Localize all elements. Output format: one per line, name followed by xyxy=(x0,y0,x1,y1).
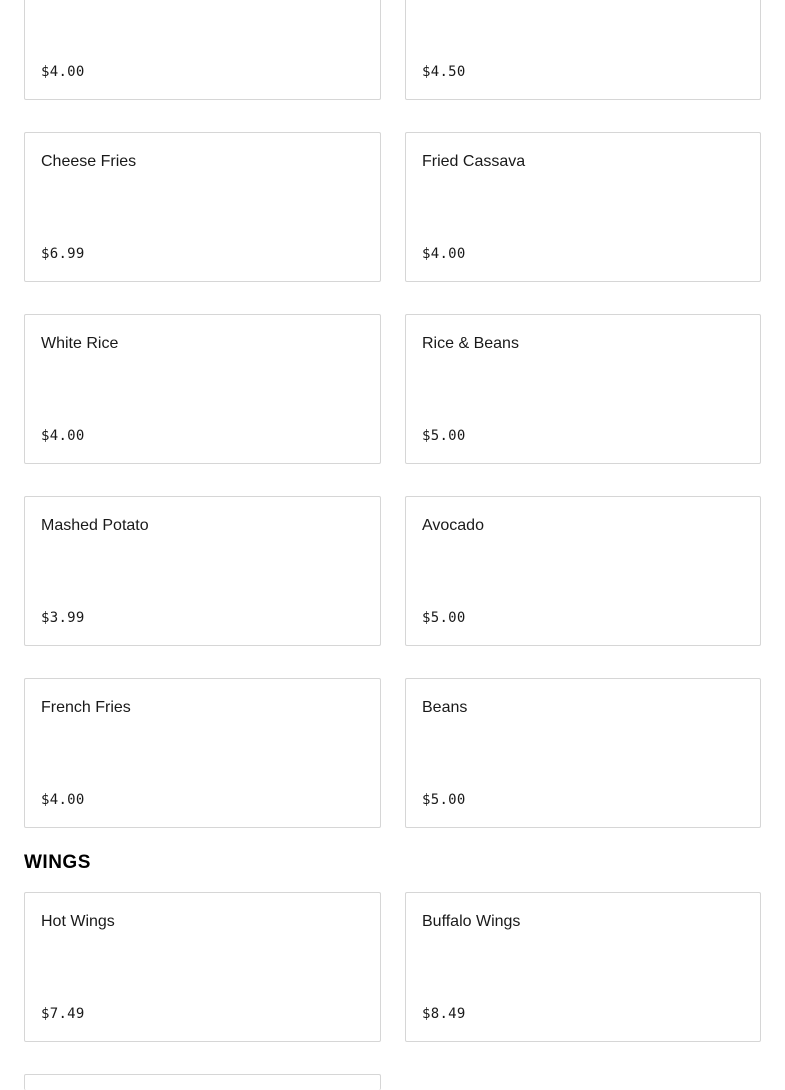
menu-item-price: $6.99 xyxy=(41,246,85,262)
menu-item-name: French Fries xyxy=(41,699,131,716)
section-title-wings: WINGS xyxy=(24,852,91,873)
menu-item-price: $4.00 xyxy=(41,792,85,808)
menu-item-card-hot-wings[interactable] xyxy=(24,892,381,1042)
menu-item-name: Fried Cassava xyxy=(422,153,526,170)
menu-item-card-buffalo-wings[interactable] xyxy=(405,892,761,1042)
menu-item-price: $5.00 xyxy=(422,792,466,808)
menu-item-card-rice-beans[interactable] xyxy=(405,314,761,464)
menu-item-price: $5.00 xyxy=(422,428,466,444)
menu-item-price: $4.50 xyxy=(422,64,466,80)
menu-item-name: Beans xyxy=(422,699,468,716)
menu-item-name: Mashed Potato xyxy=(41,517,149,534)
menu-item-name: Buffalo Wings xyxy=(422,913,521,930)
menu-item-card-cheese-fries[interactable] xyxy=(24,132,381,282)
menu-item-price: $5.00 xyxy=(422,610,466,626)
menu-item-name: Hot Wings xyxy=(41,913,115,930)
menu-item-name: Avocado xyxy=(422,517,484,534)
menu-item-price: $4.00 xyxy=(422,246,466,262)
menu-item-price: $7.49 xyxy=(41,1006,85,1022)
menu-item-price: $3.99 xyxy=(41,610,85,626)
menu-item-name: Cheese Fries xyxy=(41,153,137,170)
menu-item-card-white-rice[interactable] xyxy=(24,314,381,464)
menu-item-name: White Rice xyxy=(41,335,119,352)
menu-item-name: Rice & Beans xyxy=(422,335,519,352)
menu-item-card-beans[interactable] xyxy=(405,678,761,828)
menu-item-card-french-fries[interactable] xyxy=(24,678,381,828)
menu-item-card[interactable] xyxy=(24,0,381,100)
menu-item-card[interactable] xyxy=(405,0,761,100)
menu-item-card-avocado[interactable] xyxy=(405,496,761,646)
menu-item-card-mashed-potato[interactable] xyxy=(24,496,381,646)
menu-item-price: $4.00 xyxy=(41,64,85,80)
menu-item-price: $4.00 xyxy=(41,428,85,444)
menu-item-card-fried-cassava[interactable] xyxy=(405,132,761,282)
menu-item-price: $8.49 xyxy=(422,1006,466,1022)
menu-item-card[interactable] xyxy=(24,1074,381,1090)
